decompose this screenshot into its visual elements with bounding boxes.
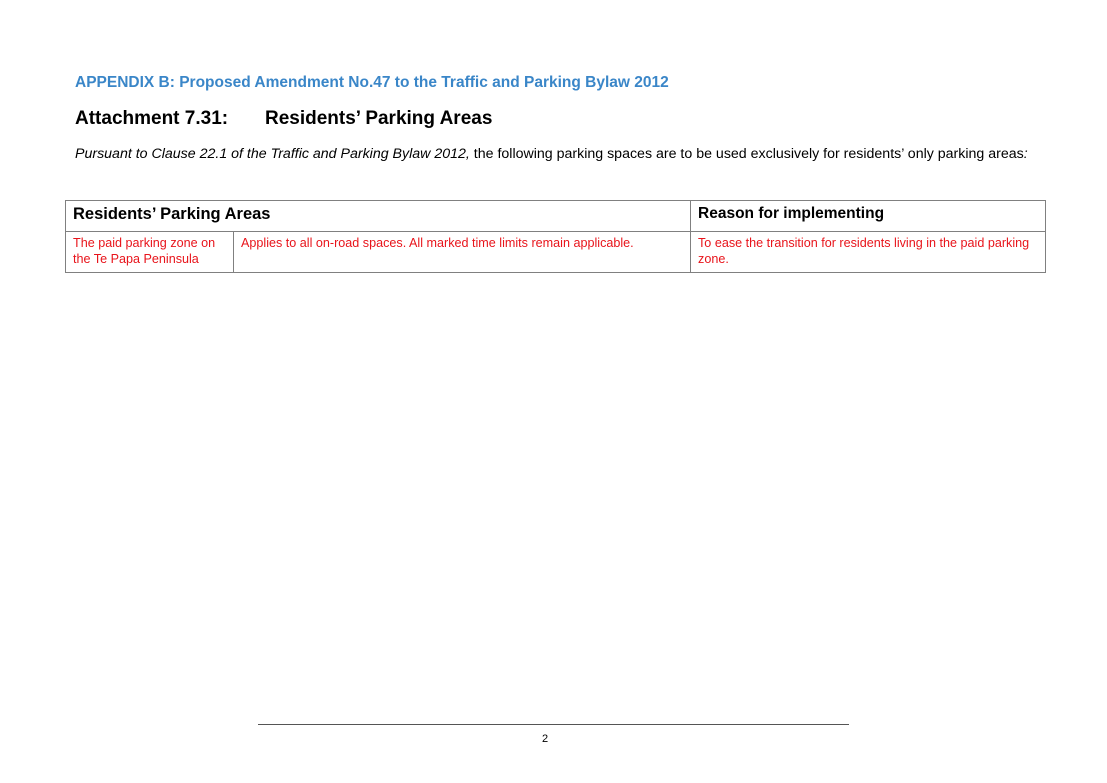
intro-italic-end: :	[1023, 146, 1028, 162]
intro-normal-text: the following parking spaces are to be used exclusively for residents’ only parking areas	[469, 146, 1024, 162]
footer-divider	[258, 724, 849, 725]
table-row	[66, 232, 1046, 273]
appendix-title: APPENDIX B: Proposed Amendment No.47 to the Traffic and Parking Bylaw 2012	[75, 74, 669, 91]
header-reason-for-implementing: Reason for implementing	[691, 201, 1046, 232]
residents-parking-table	[65, 200, 1046, 273]
intro-paragraph	[75, 145, 1033, 164]
cell-reason: To ease the transition for residents living in the paid parking zone.	[691, 232, 1046, 273]
header-residents-parking-areas: Residents’ Parking Areas	[66, 201, 691, 232]
page-number: 2	[541, 733, 549, 745]
cell-applies: Applies to all on-road spaces. All marked time limits remain applicable.	[234, 232, 691, 273]
cell-area: The paid parking zone on the Te Papa Peninsula	[66, 232, 234, 273]
table-header-row	[66, 201, 1046, 232]
attachment-heading	[75, 108, 492, 130]
attachment-title: Residents’ Parking Areas	[265, 108, 493, 129]
intro-italic-text: Pursuant to Clause 22.1 of the Traffic and Parking Bylaw 2012,	[75, 146, 470, 162]
attachment-number: Attachment 7.31:	[75, 108, 229, 129]
